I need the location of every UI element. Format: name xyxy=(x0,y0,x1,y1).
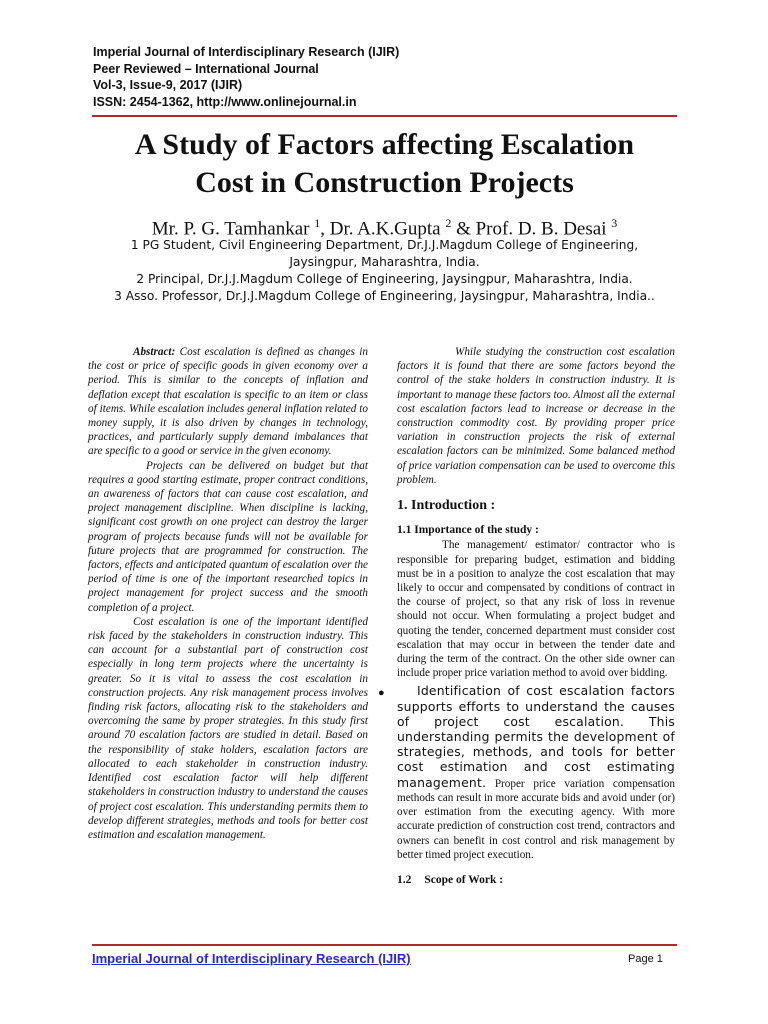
author-1: Mr. P. G. Tamhankar xyxy=(151,218,315,240)
footer-divider xyxy=(92,944,677,946)
volume-line: Vol-3, Issue-9, 2017 (IJIR) xyxy=(93,78,243,92)
author-3: & Prof. D. B. Desai xyxy=(451,218,612,240)
author-1-marker: 1 xyxy=(314,216,321,230)
abstract-text: Cost escalation is defined as changes in the cost or price of specific goods in given economy over a period. This is similar to the concepts of inflation and deflation except that escalation is specific to an item or class of items. While escalation includes general inflation related to money supply, it is also driven by changes in technology, practices, and particularly supply demand imbalances that are specific to a good or service in the given economy. xyxy=(88,346,368,458)
section-scope-number: 1.2 xyxy=(397,873,412,886)
affiliation-2: 2 Principal, Dr.J.J.Magdum College of Engineering, Jaysingpur, Maharashtra, India. xyxy=(136,272,633,286)
abstract-paragraph-2: Projects can be delivered on budget but that requires a good starting estimate, proper contract conditions, an awareness of factors that can cause cost escalation, and project management discipline. When discipline is lacking, significant cost growth on one project can destroy the larger program of projects because funds will not be available for future projects that are programmed for construction. The factors, effects and anticipated quantum of escalation over the period of time is one of the important researched topics in project management for project success and the smooth completion of a project. xyxy=(88,459,368,614)
section-scope-title: Scope of Work : xyxy=(424,873,504,886)
bullet-sans-text: Identification of cost escalation factors supports efforts to understand the causes of project cost escalation. This understanding permits the development of strategies, methods, and tools for better cost estimation and cost estimating management. xyxy=(397,683,675,790)
abstract-paragraph xyxy=(88,345,368,459)
review-line: Peer Reviewed – International Journal xyxy=(93,61,319,76)
affiliation-1-cont: Jaysingpur, Maharashtra, India. xyxy=(289,255,480,269)
author-2: , Dr. A.K.Gupta xyxy=(320,218,446,240)
importance-paragraph: The management/ estimator/ contractor who is responsible for preparing budget, estimation and bidding must be in a position to analyze the cost escalation that may likely to occur and compensated by conditions of contract in the course of project, so that any risk of loss in revenue should not occur. When formulating a project budget and quoting the tender, concerned department must consider cost escalation that may occur in between the tender date and during the term of the contract. On the other side owner can include proper price variation method to avoid over bidding. xyxy=(397,539,675,680)
issn-line: ISSN: 2454-1362, http://www.onlinejournal.in xyxy=(93,94,357,109)
bullet-marker: ● xyxy=(378,687,385,700)
journal-name: Imperial Journal of Interdisciplinary Research (IJIR) xyxy=(93,45,400,59)
section-introduction: 1. Introduction : xyxy=(397,498,496,514)
page-number: Page 1 xyxy=(628,953,663,965)
right-column xyxy=(378,345,675,887)
bullet-paragraph xyxy=(397,684,675,861)
author-3-marker: 3 xyxy=(611,216,618,230)
bullet-serif-text: Proper price variation compensation methods can result in more accurate bids and avoid under (or) over estimation from the executing agency. With more accurate prediction of construction cost trend, contractors and owners can benefit in cost control and risk management by better timed project execution. xyxy=(397,777,675,861)
footer-journal-link[interactable]: Imperial Journal of Interdisciplinary Research (IJIR) xyxy=(92,951,411,966)
title-line-2: Cost in Construction Projects xyxy=(195,166,574,199)
abstract-paragraph-4: While studying the construction cost escalation factors it is found that there are some factors beyond the control of the stake holders in construction industry. It is important to manage these factors too. Almost all the external cost escalation factors lead to increase or decrease in the construction commodity cost. By providing proper price variation in construction projects the risk of external escalation factors can be minimized. Some balanced method of price variation compensation can be used to overcome this problem. xyxy=(397,346,675,486)
section-scope xyxy=(397,873,675,887)
author-2-marker: 2 xyxy=(445,216,452,230)
journal-header xyxy=(93,44,399,110)
bullet-item xyxy=(378,683,675,861)
affiliation-3: 3 Asso. Professor, Dr.J.J.Magdum College of Engineering, Jaysingpur, Maharashtra, India.. xyxy=(114,289,655,303)
left-column xyxy=(88,345,368,842)
paper-title xyxy=(92,126,677,202)
affiliations xyxy=(92,237,677,305)
abstract-label: Abstract: xyxy=(133,346,176,358)
subsection-importance: 1.1 Importance of the study : xyxy=(397,524,539,537)
header-divider xyxy=(92,115,677,117)
abstract-paragraph-3: Cost escalation is one of the important identified risk faced by the stakeholders in construction industry. This can account for a substantial part of construction cost especially in long term projects where the uncertainty is greater. So it is vital to assess the cost escalation in construction projects. Any risk management process involves finding risk factors, allocating risk to the stakeholders and overcoming the same by proper strategies. In this study first around 70 escalation factors are studied in detail. Based on the responsibility of stake holders, escalation factors are allocated to each stakeholder in construction industry. Identified cost escalation factor will help different stakeholders in construction industry to understand the causes of project cost escalation. This understanding permits them to develop different strategies, methods and tools for better cost estimation and escalation management. xyxy=(88,615,368,841)
affiliation-1: 1 PG Student, Civil Engineering Department, Dr.J.J.Magdum College of Engineering, xyxy=(130,238,639,252)
title-line-1: A Study of Factors affecting Escalation xyxy=(134,128,635,161)
